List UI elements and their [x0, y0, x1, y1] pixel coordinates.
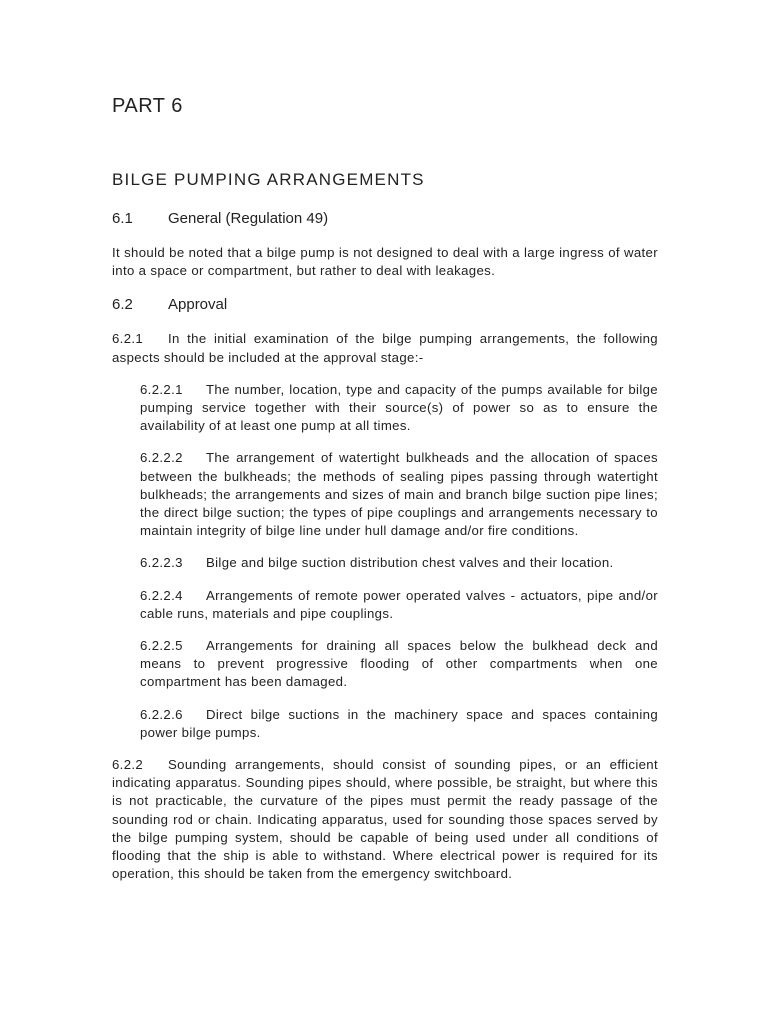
paragraph-6-2-1-text: In the initial examination of the bilge pumping arrangements, the following aspects should be included at the approval stage:- [112, 331, 658, 365]
paragraph-6-2-2-number: 6.2.2 [112, 757, 144, 773]
item-text: Arrangements for draining all spaces below the bulkhead deck and means to prevent progressive flooding of other compartments when one compartment has been damaged. [140, 638, 658, 690]
section-6-2-title: Approval [168, 296, 228, 314]
part-title: PART 6 [112, 95, 183, 117]
section-6-1-number: 6.1 [112, 210, 133, 227]
paragraph-6-2-1 [112, 330, 658, 366]
item-number: 6.2.2.2 [140, 450, 183, 466]
item-text: Arrangements of remote power operated valves - actuators, pipe and/or cable runs, materials and pipe couplings. [140, 587, 658, 621]
item-number: 6.2.2.5 [140, 638, 183, 654]
item-6-2-2-3 [140, 554, 658, 572]
item-6-2-2-1 [140, 381, 658, 436]
section-6-2-number: 6.2 [112, 296, 133, 314]
item-text: The arrangement of watertight bulkheads and the allocation of spaces between the bulkheads; the methods of sealing pipes passing through watertight bulkheads; the arrangements and sizes of main and branch bilge suction pipe lines; the direct bilge suction; the types of pipe couplings and arrangements necessary to maintain integrity of bilge line under hull damage and/or fire conditions. [140, 450, 658, 539]
item-text: Bilge and bilge suction distribution chest valves and their location. [206, 555, 614, 571]
section-6-1-heading [112, 208, 658, 230]
item-number: 6.2.2.6 [140, 706, 183, 722]
item-6-2-2-2 [140, 449, 658, 540]
section-6-1-text: It should be noted that a bilge pump is not designed to deal with a large ingress of water into a space or compartment, but rather to deal with leakages. [112, 245, 658, 279]
item-number: 6.2.2.4 [140, 587, 183, 603]
item-6-2-2-5 [140, 637, 658, 692]
item-number: 6.2.2.3 [140, 555, 183, 571]
item-text: The number, location, type and capacity of the pumps available for bilge pumping service together with their source(s) of power so as to ensure the availability of at least one pump at all times. [140, 381, 658, 434]
paragraph-6-2-1-number: 6.2.1 [112, 331, 144, 347]
item-number: 6.2.2.1 [140, 381, 183, 397]
section-title: BILGE PUMPING ARRANGEMENTS [112, 170, 425, 189]
item-6-2-2-4 [140, 587, 658, 623]
paragraph-6-2-2-text: Sounding arrangements, should consist of sounding pipes, or an efficient indicating apparatus. Sounding pipes should, where possible, be straight, but where this is not practicable, the curvature of the pipes must permit the ready passage of the sounding rod or chain. Indicating apparatus, used for sounding those spaces served by the bilge pumping system, should be capable of being used under all conditions of flooding that the ship is able to withstand. Where electrical power is required for its operation, this should be taken from the emergency switchboard. [112, 757, 658, 882]
section-6-2-heading [112, 294, 658, 316]
item-text: Direct bilge suctions in the machinery space and spaces containing power bilge pumps. [140, 706, 658, 740]
paragraph-6-2-2 [112, 756, 658, 883]
item-6-2-2-6 [140, 706, 658, 742]
section-6-1-title: General (Regulation 49) [168, 210, 329, 227]
